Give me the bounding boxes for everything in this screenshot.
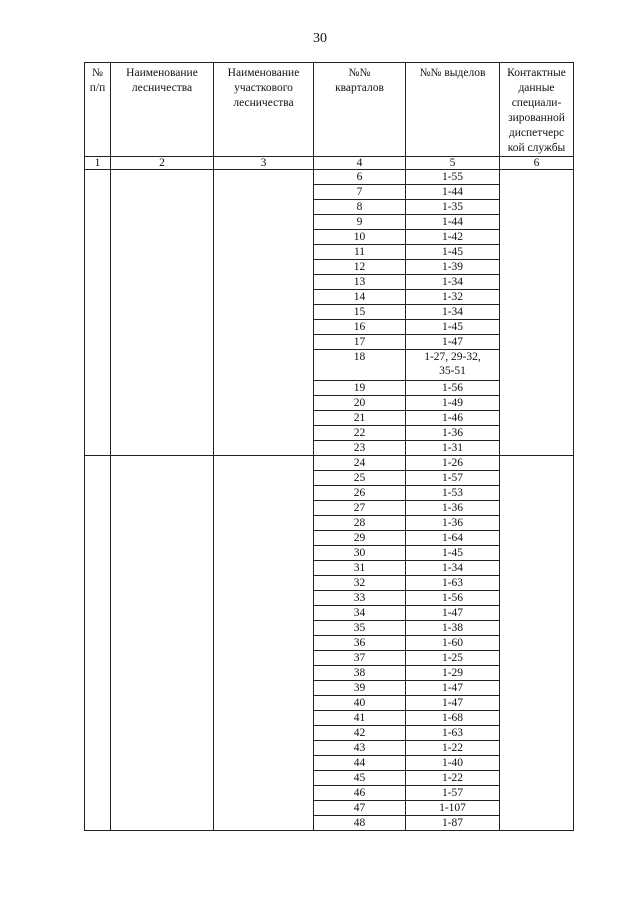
- merged-cell-number: [85, 456, 111, 831]
- quarter-number: 27: [314, 501, 406, 516]
- allotment-range: 1-38: [406, 621, 500, 636]
- table-row: [85, 456, 574, 471]
- quarter-number: 39: [314, 681, 406, 696]
- table-row: [85, 170, 574, 185]
- merged-cell-forestry: [111, 170, 214, 456]
- page-number: 30: [313, 31, 327, 46]
- allotment-range: 1-68: [406, 711, 500, 726]
- quarter-number: 41: [314, 711, 406, 726]
- allotment-range: 1-36: [406, 516, 500, 531]
- quarter-number: 37: [314, 651, 406, 666]
- quarter-number: 19: [314, 381, 406, 396]
- header-cell-quarters: №№ кварталов: [314, 63, 406, 157]
- allotment-range: 1-49: [406, 396, 500, 411]
- quarter-number: 23: [314, 441, 406, 456]
- merged-cell-contacts: [500, 456, 574, 831]
- merged-cell-contacts: [500, 170, 574, 456]
- allotment-range: 1-22: [406, 741, 500, 756]
- quarter-number: 28: [314, 516, 406, 531]
- column-number: 5: [406, 157, 500, 170]
- quarter-number: 35: [314, 621, 406, 636]
- allotment-range: 1-55: [406, 170, 500, 185]
- allotment-range: 1-36: [406, 426, 500, 441]
- allotment-range: 1-26: [406, 456, 500, 471]
- allotment-range: 1-56: [406, 591, 500, 606]
- allotment-range: 1-42: [406, 230, 500, 245]
- allotment-range: 1-63: [406, 726, 500, 741]
- allotment-range: 1-44: [406, 215, 500, 230]
- table-header: [85, 63, 574, 170]
- allotment-range: 1-29: [406, 666, 500, 681]
- allotment-range: 1-39: [406, 260, 500, 275]
- quarter-number: 6: [314, 170, 406, 185]
- merged-cell-district-forestry: [214, 170, 314, 456]
- allotment-range: 1-40: [406, 756, 500, 771]
- header-cell-number: № п/п: [85, 63, 111, 157]
- merged-cell-forestry: [111, 456, 214, 831]
- quarter-number: 15: [314, 305, 406, 320]
- quarter-number: 17: [314, 335, 406, 350]
- allotment-range: 1-63: [406, 576, 500, 591]
- allotment-range: 1-36: [406, 501, 500, 516]
- quarter-number: 21: [314, 411, 406, 426]
- allotment-range: 1-22: [406, 771, 500, 786]
- allotment-range: 1-107: [406, 801, 500, 816]
- allotment-range: 1-34: [406, 305, 500, 320]
- allotment-range: 1-57: [406, 471, 500, 486]
- quarter-number: 20: [314, 396, 406, 411]
- allotment-range: 1-53: [406, 486, 500, 501]
- quarter-number: 25: [314, 471, 406, 486]
- allotment-range: 1-47: [406, 335, 500, 350]
- table-body: [85, 170, 574, 831]
- quarter-number: 40: [314, 696, 406, 711]
- allotment-range: 1-27, 29-32, 35-51: [406, 350, 500, 381]
- quarter-number: 7: [314, 185, 406, 200]
- column-number: 1: [85, 157, 111, 170]
- column-number: 3: [214, 157, 314, 170]
- allotment-range: 1-64: [406, 531, 500, 546]
- quarter-number: 26: [314, 486, 406, 501]
- header-cell-contacts: Контактные данные специали- зированной диспетчерс кой службы: [500, 63, 574, 157]
- quarter-number: 18: [314, 350, 406, 381]
- quarter-number: 13: [314, 275, 406, 290]
- allotment-range: 1-57: [406, 786, 500, 801]
- allotment-range: 1-47: [406, 681, 500, 696]
- allotment-range: 1-47: [406, 606, 500, 621]
- quarter-number: 31: [314, 561, 406, 576]
- quarter-number: 22: [314, 426, 406, 441]
- quarter-number: 36: [314, 636, 406, 651]
- allotment-range: 1-56: [406, 381, 500, 396]
- allotment-range: 1-45: [406, 320, 500, 335]
- allotment-range: 1-60: [406, 636, 500, 651]
- allotment-range: 1-87: [406, 816, 500, 831]
- quarter-number: 33: [314, 591, 406, 606]
- quarter-number: 32: [314, 576, 406, 591]
- allotment-range: 1-45: [406, 546, 500, 561]
- merged-cell-district-forestry: [214, 456, 314, 831]
- quarter-number: 38: [314, 666, 406, 681]
- quarter-number: 42: [314, 726, 406, 741]
- header-row: [85, 63, 574, 157]
- quarter-number: 12: [314, 260, 406, 275]
- quarter-number: 10: [314, 230, 406, 245]
- quarter-number: 47: [314, 801, 406, 816]
- allotment-range: 1-34: [406, 561, 500, 576]
- allotment-range: 1-34: [406, 275, 500, 290]
- allotment-range: 1-44: [406, 185, 500, 200]
- header-cell-allotments: №№ выделов: [406, 63, 500, 157]
- column-number: 2: [111, 157, 214, 170]
- allotment-range: 1-32: [406, 290, 500, 305]
- merged-cell-number: [85, 170, 111, 456]
- header-cell-district-forestry: Наименование участкового лесничества: [214, 63, 314, 157]
- allotment-range: 1-45: [406, 245, 500, 260]
- quarter-number: 45: [314, 771, 406, 786]
- column-number-row: [85, 157, 574, 170]
- quarter-number: 43: [314, 741, 406, 756]
- quarter-number: 29: [314, 531, 406, 546]
- allotment-range: 1-46: [406, 411, 500, 426]
- quarter-number: 44: [314, 756, 406, 771]
- quarter-number: 8: [314, 200, 406, 215]
- quarter-number: 14: [314, 290, 406, 305]
- quarter-number: 30: [314, 546, 406, 561]
- quarter-number: 16: [314, 320, 406, 335]
- quarter-number: 24: [314, 456, 406, 471]
- quarter-number: 34: [314, 606, 406, 621]
- forestry-table: [84, 62, 574, 831]
- header-cell-forestry: Наименование лесничества: [111, 63, 214, 157]
- allotment-range: 1-31: [406, 441, 500, 456]
- allotment-range: 1-25: [406, 651, 500, 666]
- column-number: 6: [500, 157, 574, 170]
- quarter-number: 9: [314, 215, 406, 230]
- quarter-number: 48: [314, 816, 406, 831]
- column-number: 4: [314, 157, 406, 170]
- quarter-number: 46: [314, 786, 406, 801]
- allotment-range: 1-35: [406, 200, 500, 215]
- quarter-number: 11: [314, 245, 406, 260]
- allotment-range: 1-47: [406, 696, 500, 711]
